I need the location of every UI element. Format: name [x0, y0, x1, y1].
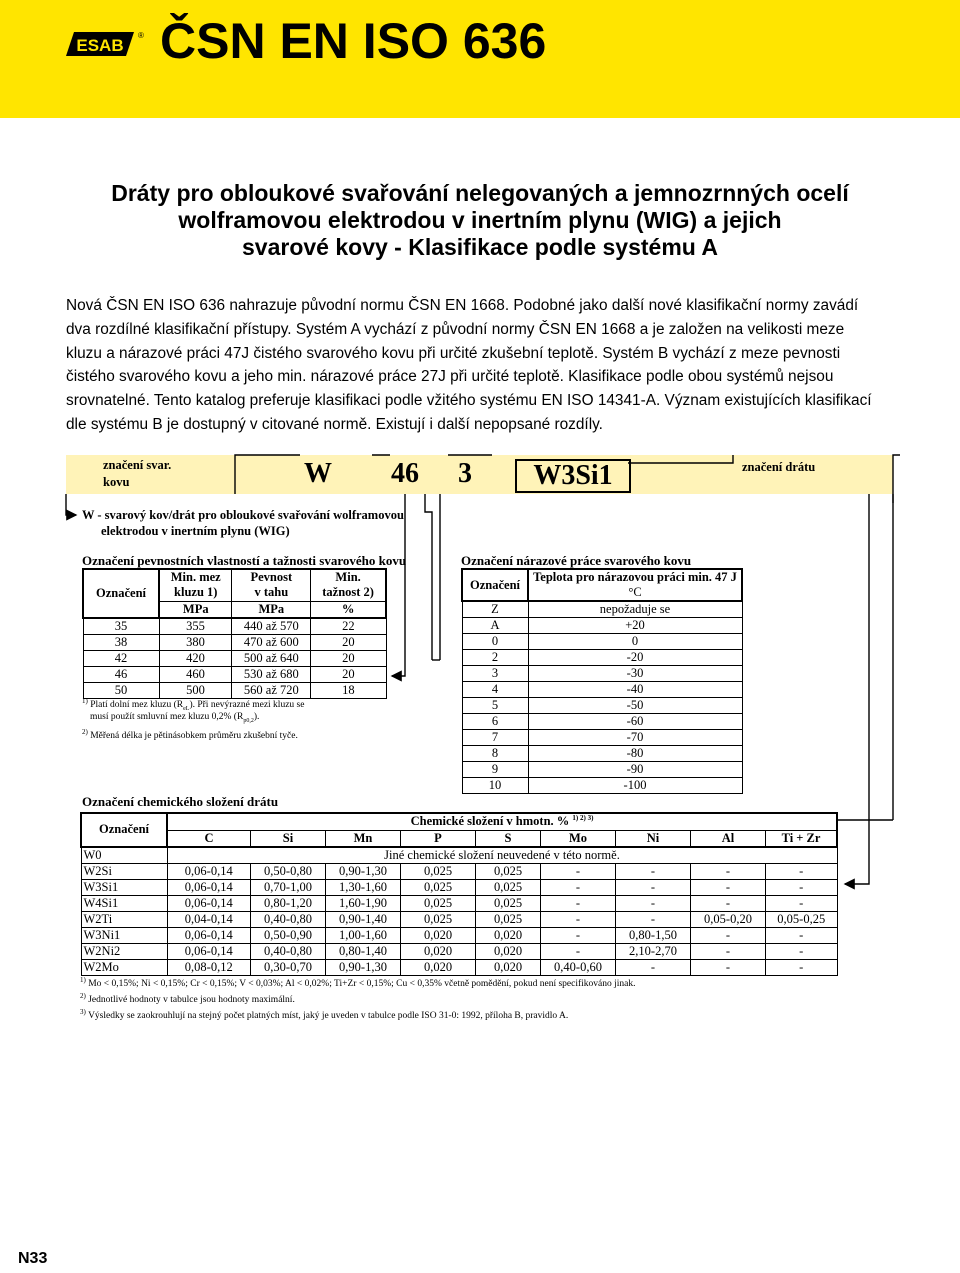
cell: 2	[462, 650, 528, 666]
cell: -	[766, 943, 838, 959]
note-number: 1)	[80, 976, 86, 984]
chem-header-text: Chemické složení v hmotn. %	[410, 814, 570, 829]
cell: 500 až 640	[232, 650, 311, 666]
table-row	[81, 895, 837, 911]
cell: 6	[462, 714, 528, 730]
table-row	[462, 650, 742, 666]
cell: Z	[462, 601, 528, 618]
cell: 0,025	[401, 911, 476, 927]
cell: -	[766, 959, 838, 975]
col-header: Si	[251, 830, 326, 847]
table-row	[81, 879, 837, 895]
cell: -	[766, 879, 838, 895]
cell: 46	[83, 666, 159, 682]
cell: 0,025	[476, 911, 541, 927]
cell: 0,06-0,14	[167, 927, 251, 943]
cell: -20	[528, 650, 742, 666]
cell: 2,10-2,70	[616, 943, 691, 959]
strength-table-title: Označení pevnostních vlastností a tažnosti svarového kovu	[82, 553, 407, 568]
cell: W3Ni1	[81, 927, 167, 943]
page-number: N33	[18, 1250, 48, 1267]
code-wire: W3Si1	[515, 459, 631, 493]
cell: 0,025	[476, 879, 541, 895]
col-header: Označení	[462, 569, 528, 601]
cell: 0,40-0,80	[251, 911, 326, 927]
strength-table	[82, 568, 387, 699]
cell: 4	[462, 682, 528, 698]
table-row	[81, 959, 837, 975]
cell: -	[691, 879, 766, 895]
cell: -80	[528, 746, 742, 762]
col-header: Min. mez	[159, 569, 232, 585]
cell: -	[766, 927, 838, 943]
cell: -	[691, 959, 766, 975]
cell: -60	[528, 714, 742, 730]
intro-line: Nová ČSN EN ISO 636 nahrazuje původní normu ČSN EN 1668. Podobné jako další nové klasifikační normy zavádí	[66, 297, 859, 314]
table-row	[81, 863, 837, 879]
table-row	[83, 618, 386, 635]
table-row	[462, 762, 742, 778]
cell: +20	[528, 618, 742, 634]
chem-note-3	[80, 1008, 568, 1021]
intro-line: dle systému B je dostupný v citované normě. Existují i další nepopsané rozdíly.	[66, 415, 603, 433]
cell: 0,025	[401, 863, 476, 879]
impact-table-title: Označení nárazové práce svarového kovu	[461, 553, 692, 568]
note-subscript: eL	[183, 706, 190, 713]
note-text: ). Při nevýrazné mezi kluzu se	[189, 700, 305, 711]
strength-note-1-cont	[90, 712, 259, 724]
cell: 0,90-1,30	[326, 959, 401, 975]
strength-note-2	[82, 728, 298, 741]
cell: 0,06-0,14	[167, 879, 251, 895]
cell: -	[616, 895, 691, 911]
cell: 0,025	[401, 895, 476, 911]
cell: 560 až 720	[232, 682, 311, 698]
cell: 5	[462, 698, 528, 714]
cell: W0	[81, 847, 167, 864]
cell: 0,80-1,50	[616, 927, 691, 943]
heading-line: wolframovou elektrodou v inertním plynu (WIG) a jejich	[178, 207, 782, 233]
col-header: kluzu 1)	[159, 585, 232, 601]
table-row	[462, 746, 742, 762]
unit-cell: MPa	[159, 601, 232, 618]
table-row	[462, 682, 742, 698]
cell: 10	[462, 778, 528, 794]
cell: 0,020	[401, 943, 476, 959]
cell: 3	[462, 666, 528, 682]
cell: 0,06-0,14	[167, 863, 251, 879]
cell: -70	[528, 730, 742, 746]
col-header: v tahu	[232, 585, 311, 601]
intro-line: dva rozdílné klasifikační přístupy. Systém A vychází z původní normy ČSN EN 1668 a je založen na velikosti meze	[66, 320, 845, 338]
cell: 0,06-0,14	[167, 895, 251, 911]
col-header	[167, 813, 837, 830]
cell: 20	[311, 666, 386, 682]
cell: -	[691, 895, 766, 911]
weld-metal-label: kovu	[103, 475, 130, 489]
cell: 0,40-0,60	[541, 959, 616, 975]
col-header: Al	[691, 830, 766, 847]
table-row	[462, 778, 742, 794]
table-row	[462, 618, 742, 634]
cell: W2Si	[81, 863, 167, 879]
col-header: Teplota pro nárazovou práci min. 47 J	[528, 569, 742, 585]
note-subscript: p0,2	[243, 717, 254, 724]
cell: 0,08-0,12	[167, 959, 251, 975]
cell: -	[541, 863, 616, 879]
page-title: ČSN EN ISO 636	[160, 13, 547, 69]
cell: 500	[159, 682, 232, 698]
cell: 0,70-1,00	[251, 879, 326, 895]
cell: Jiné chemické složení neuvedené v této normě.	[167, 847, 837, 864]
code-impact: 3	[458, 458, 472, 489]
cell: 1,30-1,60	[326, 879, 401, 895]
col-header: S	[476, 830, 541, 847]
cell: 0,04-0,14	[167, 911, 251, 927]
cell: 42	[83, 650, 159, 666]
chem-note-2	[80, 992, 295, 1005]
chem-note-1	[80, 976, 636, 989]
cell: -50	[528, 698, 742, 714]
note-text: Platí dolní mez kluzu (R	[90, 700, 184, 711]
cell: 0,80-1,20	[251, 895, 326, 911]
cell: 0,40-0,80	[251, 943, 326, 959]
heading-line: Dráty pro obloukové svařování nelegovaných a jemnozrnných ocelí	[111, 180, 849, 206]
table-row	[462, 730, 742, 746]
note-number: 1)	[82, 697, 88, 705]
table-row	[462, 666, 742, 682]
cell: W3Si1	[81, 879, 167, 895]
intro-line: čistého svarového kovu a jeho min. nárazové práce 27J při určité teplotě. Klasifikace podle obou systémů nejsou	[66, 368, 834, 386]
cell: A	[462, 618, 528, 634]
cell: -	[541, 879, 616, 895]
cell: 420	[159, 650, 232, 666]
col-header: Pevnost	[232, 569, 311, 585]
cell: -	[691, 943, 766, 959]
table-row	[462, 601, 742, 618]
cell: -	[691, 927, 766, 943]
col-header: tažnost 2)	[311, 585, 386, 601]
note-number: 2)	[82, 728, 88, 736]
table-row	[462, 634, 742, 650]
cell: 50	[83, 682, 159, 698]
cell: 0,05-0,25	[766, 911, 838, 927]
col-header: Min.	[311, 569, 386, 585]
cell: 0,90-1,40	[326, 911, 401, 927]
table-row	[83, 634, 386, 650]
strength-note-1	[82, 697, 304, 712]
note-text: musí použít smluvní mez kluzu 0,2% (R	[90, 712, 244, 722]
table-row	[83, 666, 386, 682]
col-header: Označení	[83, 569, 159, 618]
cell: -	[766, 895, 838, 911]
unit-cell: MPa	[232, 601, 311, 618]
cell: -	[541, 927, 616, 943]
cell: -90	[528, 762, 742, 778]
cell: 0,90-1,30	[326, 863, 401, 879]
cell: 8	[462, 746, 528, 762]
cell: W4Si1	[81, 895, 167, 911]
cell: 0,50-0,90	[251, 927, 326, 943]
heading-line: svarové kovy - Klasifikace podle systému A	[242, 234, 718, 260]
col-header: Mo	[541, 830, 616, 847]
cell: -30	[528, 666, 742, 682]
cell: 0,020	[401, 959, 476, 975]
col-header: Mn	[326, 830, 401, 847]
cell: 470 až 600	[232, 634, 311, 650]
table-row	[83, 682, 386, 698]
cell: -	[691, 863, 766, 879]
cell: 0,020	[401, 927, 476, 943]
col-header: Ni	[616, 830, 691, 847]
note-text: Mo < 0,15%; Ni < 0,15%; Cr < 0,15%; V < 0,03%; Al < 0,02%; Ti+Zr < 0,15%; Cu < 0,35% včetně pomědění, pokud není specifikováno jinak.	[88, 979, 636, 990]
cell: -	[616, 879, 691, 895]
cell: 0,025	[401, 879, 476, 895]
note-text: Jednotlivé hodnoty v tabulce jsou hodnoty maximální.	[88, 995, 295, 1006]
chem-table	[80, 812, 838, 976]
cell: W2Ni2	[81, 943, 167, 959]
table-row	[81, 847, 837, 864]
cell: W2Mo	[81, 959, 167, 975]
cell: -	[616, 863, 691, 879]
cell: -	[616, 911, 691, 927]
cell: 0	[528, 634, 742, 650]
col-header: P	[401, 830, 476, 847]
cell: -	[541, 911, 616, 927]
table-row	[81, 927, 837, 943]
chem-header-notes: 1) 2) 3)	[572, 814, 594, 823]
cell: 0,020	[476, 943, 541, 959]
table-row	[462, 714, 742, 730]
cell: -	[616, 959, 691, 975]
cell: 20	[311, 650, 386, 666]
col-header: Ti + Zr	[766, 830, 838, 847]
cell: 9	[462, 762, 528, 778]
cell: -	[541, 943, 616, 959]
cell: 35	[83, 618, 159, 635]
cell: 0,025	[476, 863, 541, 879]
cell: 0,06-0,14	[167, 943, 251, 959]
w-description: W - svarový kov/drát pro obloukové svařování wolframovou	[82, 508, 404, 522]
cell: 22	[311, 618, 386, 635]
cell: 20	[311, 634, 386, 650]
cell: -	[541, 895, 616, 911]
cell: -40	[528, 682, 742, 698]
cell: 460	[159, 666, 232, 682]
note-text: ).	[253, 712, 260, 722]
cell: nepožaduje se	[528, 601, 742, 618]
table-row	[462, 698, 742, 714]
table-row	[83, 650, 386, 666]
code-w: W	[304, 458, 332, 489]
note-text: Výsledky se zaokrouhlují na stejný počet platných míst, jaký je uveden v tabulce podle ISO 31-0: 1992, příloha B, pravidlo A.	[88, 1011, 569, 1022]
cell: 0,80-1,40	[326, 943, 401, 959]
cell: W2Ti	[81, 911, 167, 927]
intro-line: kluzu a nárazové práci 47J čistého svarového kovu při určité zkušební teplotě. Systém B vychází z meze pevnosti	[66, 344, 841, 362]
unit-cell: %	[311, 601, 386, 618]
cell: 0,020	[476, 927, 541, 943]
cell: 0,30-0,70	[251, 959, 326, 975]
cell: -100	[528, 778, 742, 794]
cell: 440 až 570	[232, 618, 311, 635]
cell: 0,020	[476, 959, 541, 975]
cell: 0,05-0,20	[691, 911, 766, 927]
cell: 1,00-1,60	[326, 927, 401, 943]
col-header: Označení	[81, 813, 167, 847]
cell: 355	[159, 618, 232, 635]
note-number: 3)	[80, 1008, 86, 1016]
logo-registered-mark: ®	[138, 31, 144, 40]
wire-label: značení drátu	[742, 460, 816, 474]
cell: 0	[462, 634, 528, 650]
chem-table-title: Označení chemického složení drátu	[82, 794, 279, 809]
cell: 7	[462, 730, 528, 746]
cell: 0,50-0,80	[251, 863, 326, 879]
w-description: elektrodou v inertním plynu (WIG)	[101, 524, 290, 538]
cell: 530 až 680	[232, 666, 311, 682]
cell: 18	[311, 682, 386, 698]
table-row	[81, 943, 837, 959]
cell: 1,60-1,90	[326, 895, 401, 911]
cell: -	[766, 863, 838, 879]
cell: 0,025	[476, 895, 541, 911]
cell: 38	[83, 634, 159, 650]
col-header: C	[167, 830, 251, 847]
code-strength: 46	[391, 458, 419, 489]
logo-text: ESAB	[76, 36, 124, 55]
note-text: Měřená délka je pětinásobkem průměru zkušební tyče.	[90, 731, 298, 742]
impact-table	[461, 568, 743, 794]
note-number: 2)	[80, 992, 86, 1000]
table-row	[81, 911, 837, 927]
weld-metal-label: značení svar.	[103, 458, 172, 472]
intro-line: srovnatelné. Tento katalog preferuje klasifikaci podle vžitého systému EN ISO 14341-A. Význam existujících klasifikací	[66, 392, 872, 410]
cell: 380	[159, 634, 232, 650]
unit-cell: °C	[528, 585, 742, 601]
